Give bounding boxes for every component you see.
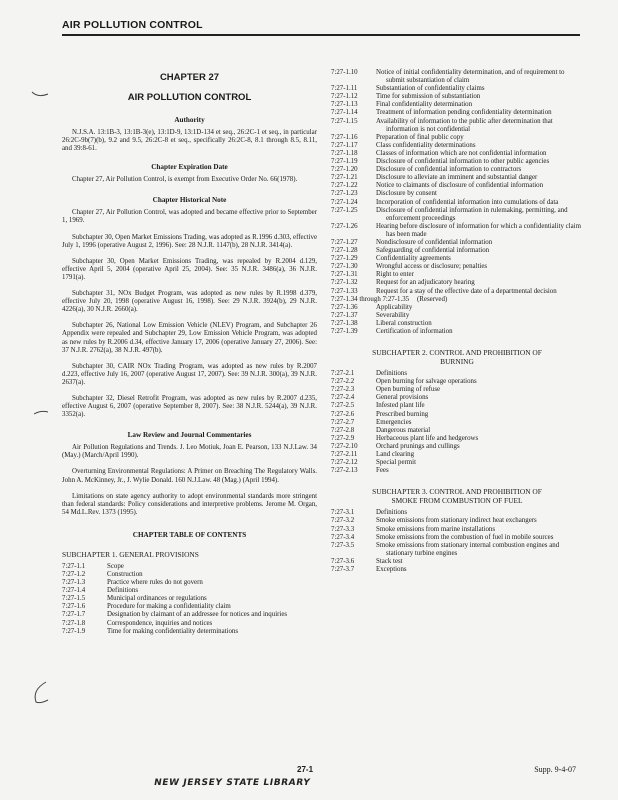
toc-entry-number: 7:27-1.9 <box>62 627 86 635</box>
toc-list-right <box>331 69 583 336</box>
toc-entry-number: 7:27-1.36 <box>331 303 358 311</box>
toc-entry <box>331 320 583 328</box>
toc-entry-title: Smoke emissions from the combustion of fuel in mobile sources <box>376 533 554 541</box>
toc-entry-title: Designation by claimant of an addressee for notices and inquiries <box>107 611 288 619</box>
toc-entry <box>331 247 583 255</box>
toc-entry <box>331 296 583 304</box>
toc-entry-title: Special permit <box>376 459 416 467</box>
toc-entry <box>331 150 583 158</box>
toc-entry-number: 7:27-2.13 <box>331 467 358 475</box>
margin-mark-bottom <box>28 680 50 706</box>
toc-entry-number: 7:27-1.17 <box>331 141 358 149</box>
toc-entry-number: 7:27-2.12 <box>331 459 358 467</box>
toc-entry <box>331 158 583 166</box>
toc-entry-number: 7:27-1.34 through 7:27-1.35 <box>331 295 410 303</box>
toc-entry <box>331 370 583 378</box>
history-paragraph: Subchapter 30, CAIR NOx Trading Program, was adopted as new rules by R.2007 d.223, effective July 16, 2007 (operative August 17, 2007). See: 39 N.J.R. 300(a), 39 N.J.R. 2637(a). <box>62 362 317 386</box>
toc-entry-title: Smoke emissions from marine installations <box>376 525 496 533</box>
toc-entry <box>331 394 583 402</box>
toc-entry-title: Severability <box>376 311 410 319</box>
toc-entry-number: 7:27-1.39 <box>331 328 358 335</box>
left-column <box>62 72 317 636</box>
toc-entry <box>331 190 583 198</box>
history-heading: Chapter Historical Note <box>152 196 227 205</box>
toc-entry-number: 7:27-1.15 <box>331 117 358 125</box>
chapter-number: CHAPTER 27 <box>159 72 220 83</box>
toc-entry-number: 7:27-1.6 <box>62 603 86 611</box>
toc-entry <box>331 207 583 223</box>
history-paragraph: Subchapter 31, NOx Budget Program, was adopted as new rules by R.1998 d.379, effective July 20, 1998 (operative August 16, 1998). See: 29 N.J.R. 3924(b), 29 N.J.R. 4226(a), 30 N.J.R. 2660(a). <box>62 290 317 314</box>
toc-entry-title: Disclosure of confidential information in rulemaking, permitting, and enforcement proceedings <box>376 206 568 222</box>
toc-entry <box>331 304 583 312</box>
toc-entry <box>331 85 583 93</box>
toc-entry-title: Definitions <box>376 370 408 378</box>
toc-entry-title: Exceptions <box>376 565 407 573</box>
toc-entry-number: 7:27-2.4 <box>331 394 355 402</box>
toc-entry-number: 7:27-2.6 <box>331 410 355 418</box>
toc-entry <box>331 239 583 247</box>
toc-entry-title: Practice where rules do not govern <box>107 579 203 587</box>
review-paragraph: Overturning Environmental Regulations: A Primer on Breaching The Regulatory Walls. John A. McKinney, Jr., J. Wylie Donald. 160 N.J.Law. 48 (Mag.) (April 1994). <box>62 468 317 484</box>
toc-entry-title: (Reserved) <box>417 295 448 303</box>
toc-entry-title: Stack test <box>376 557 403 565</box>
toc-entry-title: Availability of information to the public after determination that information is not confidential <box>376 117 553 133</box>
toc-entry-title: Smoke emissions from stationary internal combustion engines and stationary turbine engines <box>376 541 560 557</box>
toc-entry-title: Request for an adjudicatory hearing <box>376 279 475 287</box>
toc-entry-title: Municipal ordinances or regulations <box>107 595 207 603</box>
toc-entry-number: 7:27-1.3 <box>62 579 86 587</box>
toc-entry <box>331 542 583 558</box>
toc-entry <box>331 255 583 263</box>
toc-entry-title: Disclosure to alleviate an imminent and substantial danger <box>376 174 538 182</box>
toc-entry <box>331 411 583 419</box>
history-paragraph: Subchapter 26, National Low Emission Vehicle (NLEV) Program, and Subchapter 26 Appendix were repealed and Subchapter 29, Low Emission Vehicle Program, was adopted as new rules by R.2006 d.34, effective January 17, 2006 (operative January 27, 2006). See: 37 N.J.R. 2762(a), 38 N.J.R. 497(b). <box>62 322 317 354</box>
toc-entry-title: Wrongful access or disclosure; penalties <box>376 263 488 271</box>
toc-entry-number: 7:27-1.1 <box>62 562 86 570</box>
toc-entry <box>331 526 583 534</box>
toc-entry-title: Right to enter <box>376 271 414 279</box>
chapter-title: AIR POLLUTION CONTROL <box>127 92 252 103</box>
toc-entry-title: Emergencies <box>376 418 412 426</box>
toc-entry <box>331 328 583 336</box>
authority-text: N.J.S.A. 13:1B-3, 13:1B-3(e), 13:1D-9, 13:1D-134 et seq., 26:2C-1 et seq., in particular 26:2C-9b(7)(b), 9.2 and 9.5, 26:2C-8 et seq., specifically 26:2C-8, 8.1 through 8.5, 8.11, and 39:8-61. <box>62 129 317 153</box>
toc-entry <box>62 628 317 636</box>
toc-entry-number: 7:27-3.3 <box>331 525 355 533</box>
subchapter-1-title: SUBCHAPTER 1. GENERAL PROVISIONS <box>62 549 199 559</box>
toc-entry <box>331 517 583 525</box>
subchapter-3-title-line2: SMOKE FROM COMBUSTION OF FUEL <box>391 496 523 506</box>
toc-entry-number: 7:27-1.5 <box>62 595 86 603</box>
toc-entry-number: 7:27-2.9 <box>331 434 355 442</box>
toc-entry-number: 7:27-1.20 <box>331 166 358 174</box>
toc-entry-number: 7:27-2.5 <box>331 402 355 410</box>
toc-entry-number: 7:27-1.21 <box>331 174 358 182</box>
toc-entry-title: Class confidentiality determinations <box>376 141 476 149</box>
library-stamp: NEW JERSEY STATE LIBRARY <box>153 778 312 788</box>
toc-entry <box>331 467 583 475</box>
toc-entry-number: 7:27-1.14 <box>331 109 358 117</box>
toc-entry-number: 7:27-1.28 <box>331 247 358 255</box>
toc-entry-number: 7:27-1.2 <box>62 571 86 578</box>
toc-entry-number: 7:27-1.16 <box>331 133 358 141</box>
toc-entry-title: General provisions <box>376 394 429 402</box>
toc-entry <box>331 558 583 566</box>
subchapter-3-title <box>331 487 583 505</box>
toc-entry <box>331 93 583 101</box>
toc-entry-number: 7:27-1.12 <box>331 93 358 101</box>
toc-entry <box>331 134 583 142</box>
toc-entry <box>62 603 317 611</box>
toc-entry-number: 7:27-1.13 <box>331 101 358 109</box>
toc-entry-title: Construction <box>107 571 143 578</box>
authority-heading: Authority <box>174 116 205 124</box>
margin-mark-top <box>30 88 50 100</box>
toc-entry-title: Fees <box>376 467 389 475</box>
toc-entry-number: 7:27-2.2 <box>331 378 355 386</box>
toc-entry-title: Time for making confidentiality determinations <box>107 627 239 635</box>
toc-entry-title: Definitions <box>376 509 408 517</box>
toc-entry-title: Nondisclosure of confidential information <box>376 238 493 246</box>
toc-entry-number: 7:27-1.23 <box>331 190 358 198</box>
toc-entry-number: 7:27-1.27 <box>331 238 358 246</box>
toc-entry <box>331 101 583 109</box>
toc-entry <box>331 69 583 85</box>
toc-entry-title: Prescribed burning <box>376 410 429 418</box>
toc-entry-number: 7:27-1.26 <box>331 222 358 230</box>
toc-entry <box>331 199 583 207</box>
toc-entry-number: 7:27-3.6 <box>331 557 355 565</box>
toc-entry-title: Notice of initial confidentiality determination, and of requirement to submit substantiation of claim <box>376 69 565 85</box>
toc-entry-number: 7:27-1.30 <box>331 263 358 271</box>
history-notes <box>62 209 317 419</box>
toc-entry <box>331 427 583 435</box>
toc-entry <box>62 563 317 571</box>
toc-entry <box>331 288 583 296</box>
toc-entry <box>331 459 583 467</box>
toc-entry <box>331 534 583 542</box>
subchapter-3-title-line1: SUBCHAPTER 3. CONTROL AND PROHIBITION OF <box>372 487 542 497</box>
toc-entry <box>331 312 583 320</box>
toc-entry-number: 7:27-1.25 <box>331 206 358 214</box>
margin-mark-middle <box>32 408 50 418</box>
toc-entry-number: 7:27-1.38 <box>331 319 358 327</box>
toc-entry-title: Scope <box>107 562 124 570</box>
toc-entry <box>331 402 583 410</box>
toc-entry-title: Incorporation of confidential information into cumulations of data <box>376 198 559 206</box>
toc-entry-number: 7:27-2.11 <box>331 451 358 459</box>
toc-entry <box>331 118 583 134</box>
toc-entry-title: Notice to claimants of disclosure of confidential information <box>376 182 544 190</box>
toc-entry <box>331 509 583 517</box>
toc-entry-title: Request for a stay of the effective date of a departmental decision <box>376 287 557 295</box>
toc-entry-title: Disclosure of confidential information to other public agencies <box>376 158 550 166</box>
running-header: AIR POLLUTION CONTROL <box>62 19 203 31</box>
toc-entry-number: 7:27-2.1 <box>331 370 355 378</box>
toc-entry <box>331 419 583 427</box>
toc-entry-number: 7:27-3.1 <box>331 509 355 517</box>
toc-entry-number: 7:27-1.31 <box>331 271 358 279</box>
toc-entry-title: Confidentiality agreements <box>376 255 451 263</box>
toc-entry-title: Smoke emissions from stationary indirect heat exchangers <box>376 517 537 525</box>
toc-list-sub2 <box>331 370 583 475</box>
supplement-date: Supp. 9-4-07 <box>534 765 576 774</box>
history-paragraph: Chapter 27, Air Pollution Control, was adopted and became effective prior to September 1, 1969. <box>62 209 317 225</box>
toc-entry-number: 7:27-1.7 <box>62 611 86 619</box>
toc-entry-number: 7:27-3.7 <box>331 565 355 573</box>
toc-entry-title: Procedure for making a confidentiality claim <box>107 603 231 611</box>
toc-entry <box>331 166 583 174</box>
toc-entry <box>331 386 583 394</box>
toc-heading: CHAPTER TABLE OF CONTENTS <box>132 530 247 539</box>
toc-entry <box>331 223 583 239</box>
toc-entry <box>331 443 583 451</box>
toc-entry-number: 7:27-1.29 <box>331 255 358 263</box>
history-paragraph: Subchapter 32, Diesel Retrofit Program, was adopted as new rules by R.2007 d.235, effective August 6, 2007 (operative September 8, 2007). See: 38 N.J.R. 5244(a), 39 N.J.R. 3352(a). <box>62 394 317 419</box>
toc-entry-title: Infested plant life <box>376 402 425 410</box>
toc-entry <box>331 263 583 271</box>
header-rule <box>62 34 580 36</box>
review-paragraph: Limitations on state agency authority to adopt environmental standards more stringent than federal standards: Policy considerations and interpretive problems. Jerome M. Organ, 54 Md.L.Rev. 1373 (1995). <box>62 492 317 516</box>
toc-entry <box>331 271 583 279</box>
toc-entry-number: 7:27-1.33 <box>331 287 358 295</box>
toc-entry-number: 7:27-1.24 <box>331 198 358 206</box>
toc-entry-title: Treatment of information pending confidentiality determination <box>376 109 552 117</box>
right-column <box>331 69 583 574</box>
toc-list-sub3 <box>331 509 583 574</box>
toc-entry-title: Final confidentiality determination <box>376 101 473 109</box>
toc-entry-title: Disclosure of confidential information to contractors <box>376 166 522 174</box>
toc-entry-title: Classes of information which are not confidential information <box>376 149 547 157</box>
toc-entry-number: 7:27-3.4 <box>331 533 355 541</box>
toc-entry <box>62 620 317 628</box>
toc-entry <box>331 109 583 117</box>
review-paragraph: Air Pollution Regulations and Trends. J. Leo Motiuk, Joan E. Pearson, 133 N.J.Law. 34 (May.) (March/April 1990). <box>62 444 317 460</box>
toc-entry-number: 7:27-1.32 <box>331 279 358 287</box>
expiration-heading: Chapter Expiration Date <box>151 163 228 172</box>
toc-entry-number: 7:27-1.4 <box>62 587 86 595</box>
expiration-text: Chapter 27, Air Pollution Control, is exempt from Executive Order No. 66(1978). <box>72 176 298 184</box>
toc-entry-title: Orchard prunings and cullings <box>376 442 460 450</box>
toc-entry <box>62 571 317 579</box>
history-paragraph: Subchapter 30, Open Market Emissions Trading, was adopted as R.1996 d.303, effective July 1, 1996 (operative August 2, 1996). See: 28 N.J.R. 1147(b), 28 N.J.R. 3414(a). <box>62 233 317 249</box>
toc-entry-number: 7:27-1.10 <box>331 69 358 76</box>
toc-entry <box>62 579 317 587</box>
toc-entry <box>331 174 583 182</box>
history-paragraph: Subchapter 30, Open Market Emissions Trading, was repealed by R.2004 d.129, effective April 5, 2004 (operative April 25, 2004). See: 35 N.J.R. 3486(a), 36 N.J.R. 1791(a). <box>62 257 317 281</box>
toc-entry-title: Liberal construction <box>376 319 432 327</box>
toc-entry <box>62 595 317 603</box>
toc-entry <box>331 142 583 150</box>
toc-entry-title: Land clearing <box>376 451 415 459</box>
toc-entry-number: 7:27-1.19 <box>331 158 358 166</box>
toc-entry <box>62 611 317 619</box>
toc-entry <box>331 435 583 443</box>
toc-entry-title: Herbaceous plant life and hedgerows <box>376 434 479 442</box>
toc-entry-number: 7:27-2.8 <box>331 426 355 434</box>
toc-entry-title: Hearing before disclosure of information for which a confidentiality claim has been made <box>376 222 581 238</box>
subchapter-2-title-line1: SUBCHAPTER 2. CONTROL AND PROHIBITION OF <box>372 348 542 358</box>
review-heading: Law Review and Journal Commentaries <box>127 431 252 440</box>
toc-entry-number: 7:27-1.11 <box>331 85 358 93</box>
toc-entry <box>331 182 583 190</box>
toc-entry-title: Certification of information <box>376 328 453 335</box>
toc-entry-number: 7:27-1.37 <box>331 311 358 319</box>
toc-entry <box>331 566 583 574</box>
toc-entry-title: Disclosure by consent <box>376 190 437 198</box>
toc-entry-number: 7:27-3.2 <box>331 517 355 525</box>
toc-entry-title: Safeguarding of confidential information <box>376 247 490 255</box>
toc-entry-number: 7:27-1.18 <box>331 149 358 157</box>
toc-list-left <box>62 563 317 636</box>
toc-entry-number: 7:27-3.5 <box>331 541 355 549</box>
toc-entry-number: 7:27-1.8 <box>62 619 86 627</box>
page-number: 27-1 <box>297 765 314 774</box>
subchapter-2-title-line2: BURNING <box>440 357 474 367</box>
toc-entry-number: 7:27-2.10 <box>331 442 358 450</box>
toc-entry-title: Substantiation of confidentiality claims <box>376 85 485 93</box>
toc-entry-title: Time for submission of substantiation <box>376 93 481 101</box>
toc-entry-title: Open burning of refuse <box>376 386 441 394</box>
toc-entry <box>331 279 583 287</box>
toc-entry-title: Correspondence, inquiries and notices <box>107 619 213 627</box>
toc-entry <box>331 378 583 386</box>
toc-entry-title: Definitions <box>107 587 139 595</box>
toc-entry <box>331 451 583 459</box>
toc-entry-number: 7:27-1.22 <box>331 182 358 190</box>
toc-entry-number: 7:27-2.7 <box>331 418 355 426</box>
toc-entry-number: 7:27-2.3 <box>331 386 355 394</box>
toc-entry-title: Applicability <box>376 303 413 311</box>
toc-entry <box>62 587 317 595</box>
toc-entry-title: Preparation of final public copy <box>376 133 464 141</box>
subchapter-2-title <box>331 348 583 366</box>
toc-entry-title: Dangerous material <box>376 426 431 434</box>
toc-entry-title: Open burning for salvage operations <box>376 378 477 386</box>
